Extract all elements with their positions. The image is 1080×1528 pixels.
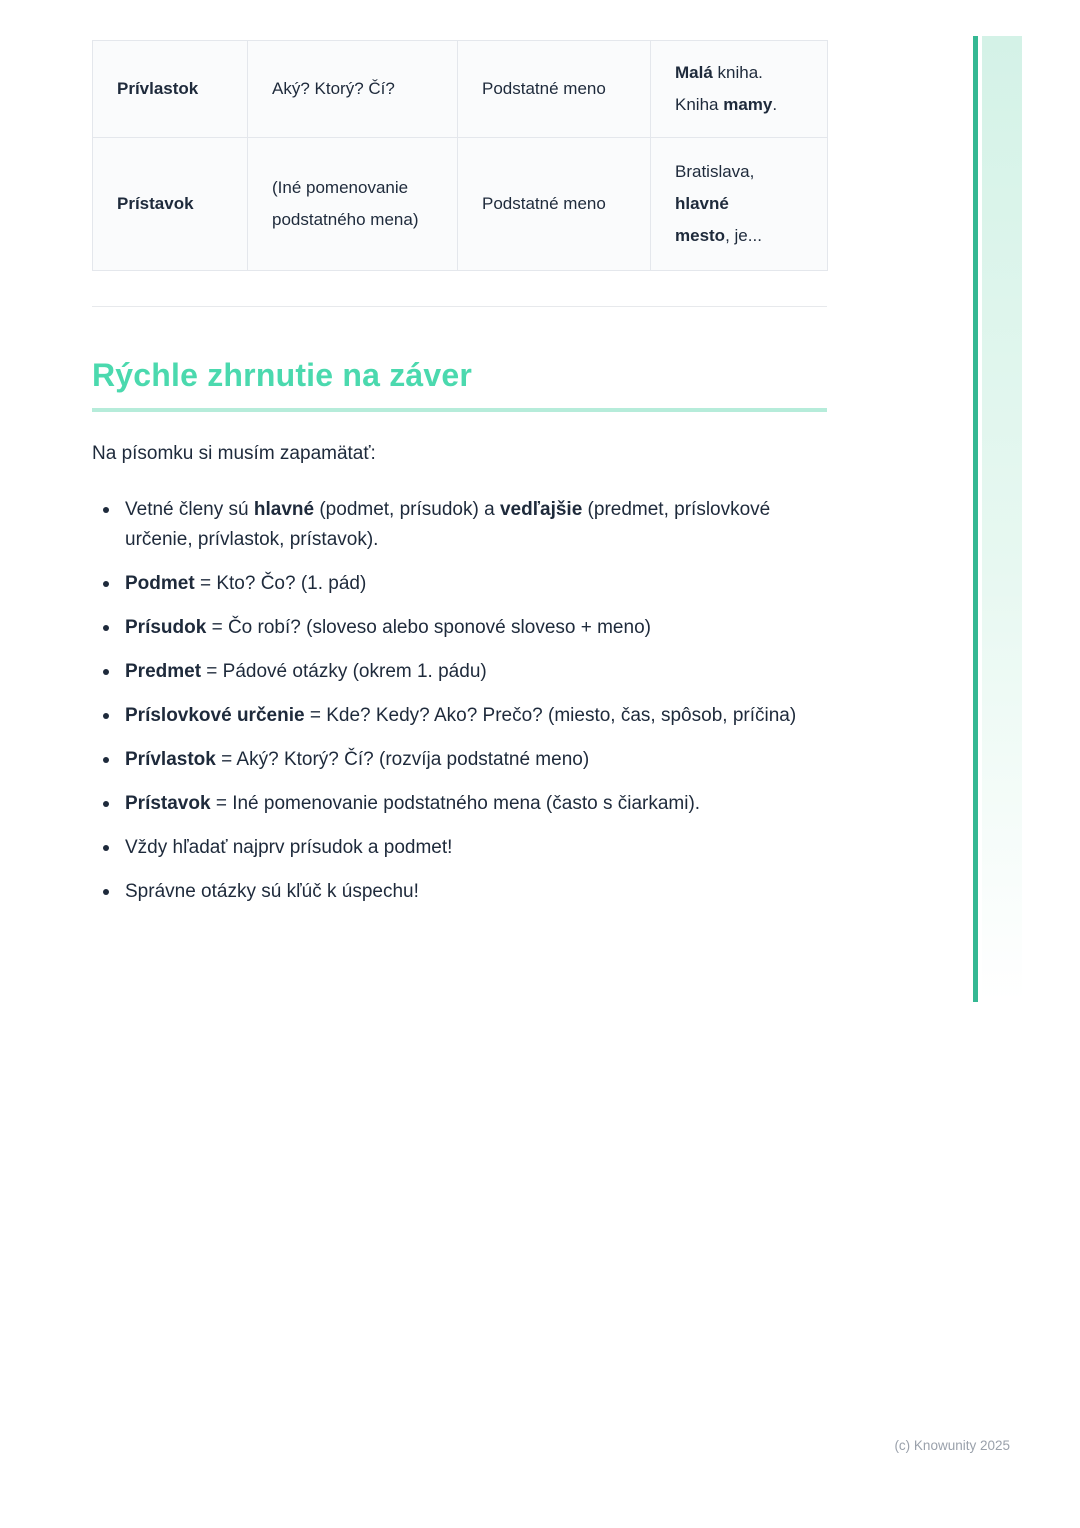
sentence-members-table bbox=[92, 40, 828, 271]
page-content bbox=[92, 40, 827, 921]
section-divider bbox=[92, 306, 827, 307]
list-item: Príslovkové určenie = Kde? Kedy? Ako? Prečo? (miesto, čas, spôsob, príčina) bbox=[92, 701, 827, 731]
summary-list bbox=[92, 495, 827, 907]
table-row bbox=[93, 41, 828, 138]
right-accent-gradient bbox=[982, 36, 1022, 1002]
right-accent-line bbox=[973, 36, 978, 1002]
example-cell: Bratislava, hlavné mesto, je... bbox=[651, 138, 828, 271]
heading-underline bbox=[92, 408, 827, 412]
question-cell: (Iné pomenovanie podstatného mena) bbox=[248, 138, 458, 271]
example-cell: Malá kniha. Kniha mamy. bbox=[651, 41, 828, 138]
table-row bbox=[93, 138, 828, 271]
question-cell: Aký? Ktorý? Čí? bbox=[248, 41, 458, 138]
summary-intro: Na písomku si musím zapamätať: bbox=[92, 443, 376, 464]
list-item: Prívlastok = Aký? Ktorý? Čí? (rozvíja podstatné meno) bbox=[92, 745, 827, 775]
list-item: Prístavok = Iné pomenovanie podstatného mena (často s čiarkami). bbox=[92, 789, 827, 819]
list-item: Vždy hľadať najprv prísudok a podmet! bbox=[92, 833, 827, 863]
word-type-cell: Podstatné meno bbox=[458, 138, 651, 271]
footer-copyright: (c) Knowunity 2025 bbox=[894, 1438, 1010, 1453]
list-item: Vetné členy sú hlavné (podmet, prísudok) a vedľajšie (predmet, príslovkové určenie, prívlastok, prístavok). bbox=[92, 495, 827, 555]
list-item: Predmet = Pádové otázky (okrem 1. pádu) bbox=[92, 657, 827, 687]
list-item: Správne otázky sú kľúč k úspechu! bbox=[92, 877, 827, 907]
list-item: Prísudok = Čo robí? (sloveso alebo sponové sloveso + meno) bbox=[92, 613, 827, 643]
summary-heading: Rýchle zhrnutie na záver bbox=[92, 357, 473, 393]
word-type-cell: Podstatné meno bbox=[458, 41, 651, 138]
list-item: Podmet = Kto? Čo? (1. pád) bbox=[92, 569, 827, 599]
term-cell: Prívlastok bbox=[93, 41, 248, 138]
term-cell: Prístavok bbox=[93, 138, 248, 271]
